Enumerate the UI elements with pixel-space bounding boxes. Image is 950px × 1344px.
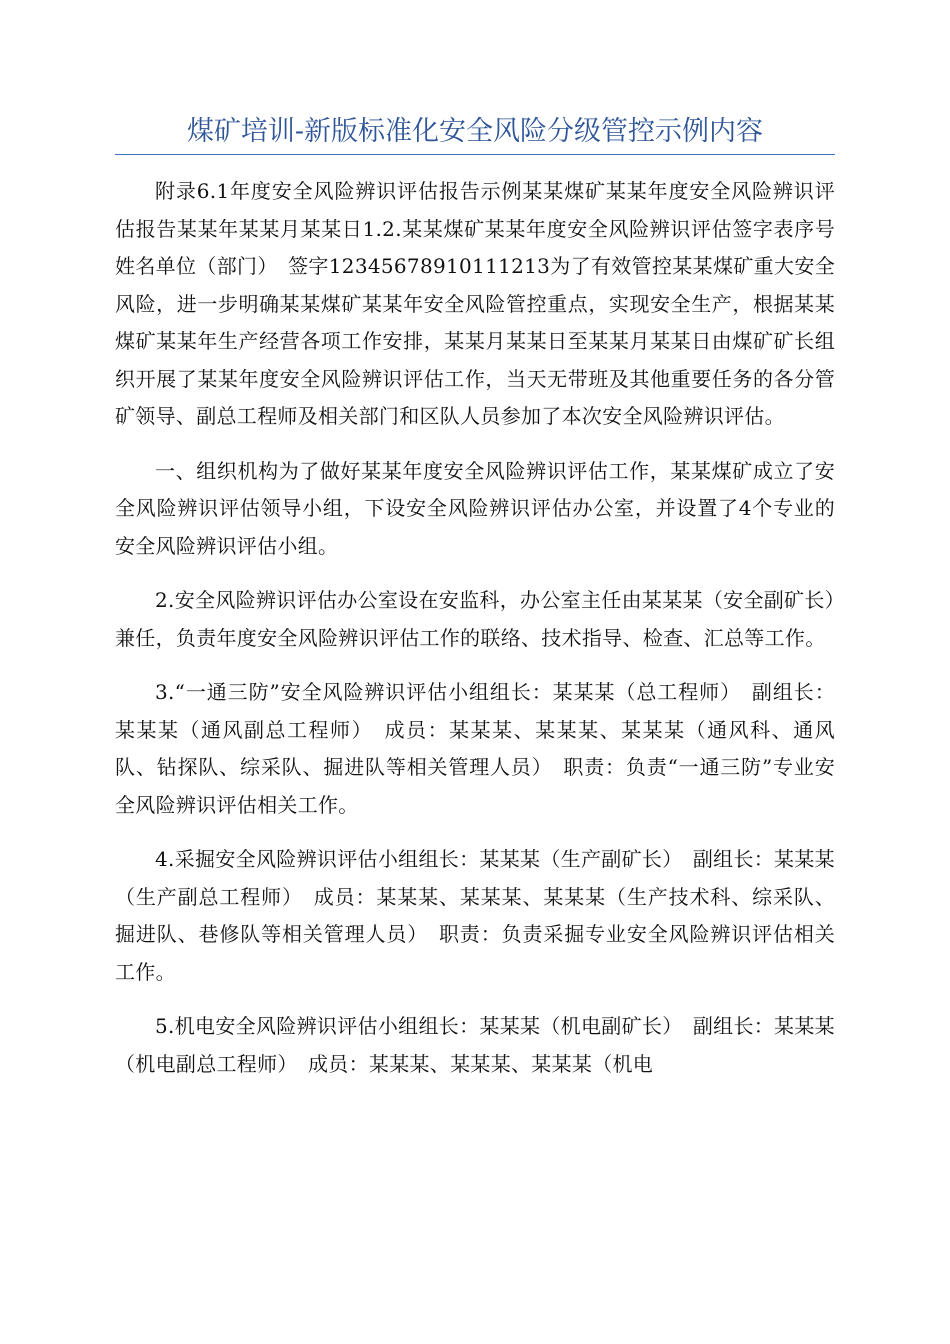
title-underline [115, 154, 835, 155]
paragraph-electromechanical-group: 5.机电安全风险辨识评估小组组长：某某某（机电副矿长） 副组长：某某某（机电副总工程师） 成员：某某某、某某某、某某某（机电 [115, 1014, 835, 1076]
document-title: 煤矿培训-新版标准化安全风险分级管控示例内容 [186, 116, 764, 147]
paragraph-organization: 一、组织机构为了做好某某年度安全风险辨识评估工作，某某煤矿成立了安全风险辨识评估领导小组，下设安全风险辨识评估办公室，并设置了4个专业的安全风险辨识评估小组。 [115, 458, 835, 558]
paragraph-office: 2.安全风险辨识评估办公室设在安监科，办公室主任由某某某（安全副矿长）兼任，负责年度安全风险辨识评估工作的联络、技术指导、检查、汇总等工作。 [115, 588, 835, 650]
paragraph-ventilation-group: 3.“一通三防”安全风险辨识评估小组组长：某某某（总工程师） 副组长：某某某（通风副总工程师） 成员：某某某、某某某、某某某（通风科、通风队、钻探队、综采队、掘进队等相关管理人员） 职责：负责“一通三防”专业安全风险辨识评估相关工作。 [115, 680, 835, 817]
document-body [115, 173, 835, 1100]
paragraph-appendix-intro: 附录6.1年度安全风险辨识评估报告示例某某煤矿某某年度安全风险辨识评估报告某某年某某月某某日1.2.某某煤矿某某年度安全风险辨识评估签字表序号姓名单位（部门） 签字12345678910111213为了有效管控某某煤矿重大安全风险，进一步明确某某煤矿某某年安全风险管控重点，实现安全生产，根据某某煤矿某某年生产经营各项工作安排，某某月某某日至某某月某某日由煤矿矿长组织开展了某某年度安全风险辨识评估工作，当天无带班及其他重要任务的各分管矿领导、副总工程师及相关部门和区队人员参加了本次安全风险辨识评估。 [115, 179, 835, 428]
paragraph-mining-group: 4.采掘安全风险辨识评估小组组长：某某某（生产副矿长） 副组长：某某某（生产副总工程师） 成员：某某某、某某某、某某某（生产技术科、综采队、掘进队、巷修队等相关管理人员） 职责：负责采掘专业安全风险辨识评估相关工作。 [115, 847, 835, 984]
